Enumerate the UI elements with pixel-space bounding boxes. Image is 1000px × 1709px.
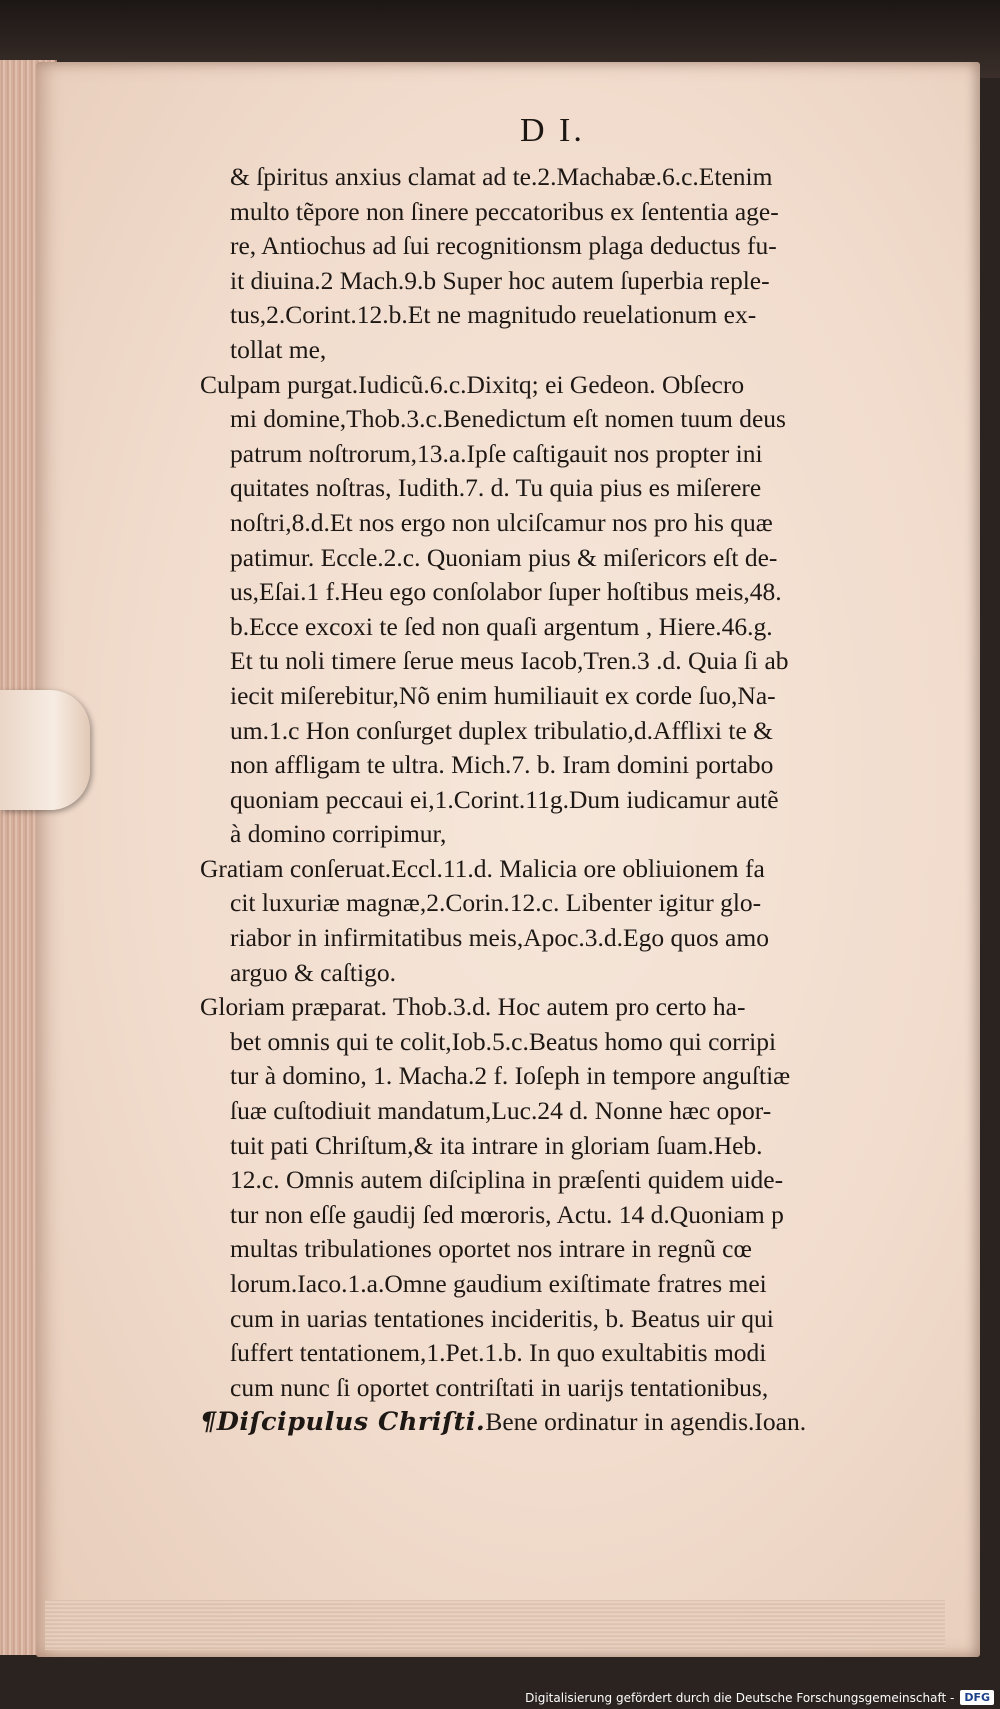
text-line: Gloriam præparat. Thob.3.d. Hoc autem pro certo ha- [200,992,746,1022]
final-line-text: Bene ordinatur in agendis.Ioan. [485,1407,807,1437]
footer-credit: Digitalisierung gefördert durch die Deutsche Forschungsgemeinschaft - [525,1690,955,1705]
page-bottom-edges [45,1600,945,1650]
text-line: mi domine,Thob.3.c.Benedictum eſt nomen tuum deus [230,404,786,434]
text-line: tur à domino, 1. Macha.2 f. Ioſeph in tempore anguſtiæ [230,1061,791,1091]
text-line: tur non eſſe gaudij ſed mœroris, Actu. 14 d.Quoniam p [230,1199,784,1229]
text-line: us,Eſai.1 f.Heu ego conſolabor ſuper hoſtibus meis,48. [230,577,782,607]
text-line: b.Ecce excoxi te ſed non quaſi argentum , Hiere.46.g. [230,611,773,641]
text-line: Culpam purgat.Iudicũ.6.c.Dixitq; ei Gedeon. Obſecro [200,369,745,399]
text-line: cum nunc ſi oportet contriſtati in uarijs tentationibus, [230,1372,769,1402]
dfg-logo-icon: DFG [960,1690,994,1705]
text-line: riabor in infirmitatibus meis,Apoc.3.d.Ego quos amo [230,923,769,953]
paragraph-final [200,1405,960,1440]
text-line: re, Antiochus ad ſui recognitionsm plaga deductus fu- [230,231,777,261]
text-line: ſuffert tentationem,1.Pet.1.b. In quo exultabitis modi [230,1338,767,1368]
text-line: um.1.c Hon conſurget duplex tribulatio,d.Afflixi te & [230,715,773,745]
text-line: multas tribulationes oportet nos intrare in regnũ cœ [230,1234,752,1264]
text-line: Gratiam conſeruat.Eccl.11.d. Malicia ore obliuionem fa [200,853,765,883]
paragraph-gloriam [200,990,960,1405]
text-line: 12.c. Omnis autem diſciplina in præſenti quidem uide- [230,1165,784,1195]
text-line: ſuæ cuſtodiuit mandatum,Luc.24 d. Nonne hæc opor- [230,1096,772,1126]
text-line: quoniam peccaui ei,1.Corint.11g.Dum iudicamur autẽ [230,784,779,814]
text-line: cit luxuriæ magnæ,2.Corin.12.c. Libenter igitur glo- [230,888,762,918]
paragraph-culpam [200,368,960,852]
text-line: multo tẽpore non ſinere peccatoribus ex ſententia age- [230,196,779,226]
text-line: Et tu noli timere ſerue meus Iacob,Tren.3 .d. Quia ſi ab [230,646,789,676]
text-line: noſtri,8.d.Et nos ergo non ulciſcamur nos pro his quæ [230,507,773,537]
text-line: non affligam te ultra. Mich.7. b. Iram domini portabo [230,750,774,780]
text-line: bet omnis qui te colit,Iob.5.c.Beatus homo qui corripi [230,1026,777,1056]
text-line: tus,2.Corint.12.b.Et ne magnitudo reuelationum ex- [230,300,757,330]
page-signature: D I. [520,112,585,149]
text-line: tollat me, [230,334,327,364]
text-line: it diuina.2 Mach.9.b Super hoc autem ſuperbia reple- [230,265,770,295]
text-line: tuit pati Chriſtum,& ita intrare in gloriam ſuam.Heb. [230,1130,763,1160]
text-line: patimur. Eccle.2.c. Quoniam pius & miſericors eſt de- [230,542,778,572]
digitization-footer [525,1690,994,1705]
text-line: arguo & caſtigo. [230,957,396,987]
text-line [200,1405,960,1440]
text-line: à domino corripimur, [230,819,447,849]
text-line: quitates noſtras, Iudith.7. d. Tu quia pius es miſerere [230,473,762,503]
paragraph-gratiam [200,852,960,990]
book-clasp [0,690,90,810]
text-line: & ſpiritus anxius clamat ad te.2.Machabæ.6.c.Etenim [230,162,773,191]
text-line: lorum.Iaco.1.a.Omne gaudium exiſtimate fratres mei [230,1269,767,1298]
blackletter-heading: ¶Diſcipulus Chriſti. [200,1407,486,1438]
paragraph-1 [200,160,960,368]
text-line: iecit miſerebitur,Nõ enim humiliauit ex corde ſuo,Na- [230,680,776,710]
text-line: patrum noſtrorum,13.a.Ipſe caſtigauit nos propter ini [230,438,763,468]
page-text [200,160,960,1440]
text-line: cum in uarias tentationes incideritis, b. Beatus uir qui [230,1303,774,1333]
